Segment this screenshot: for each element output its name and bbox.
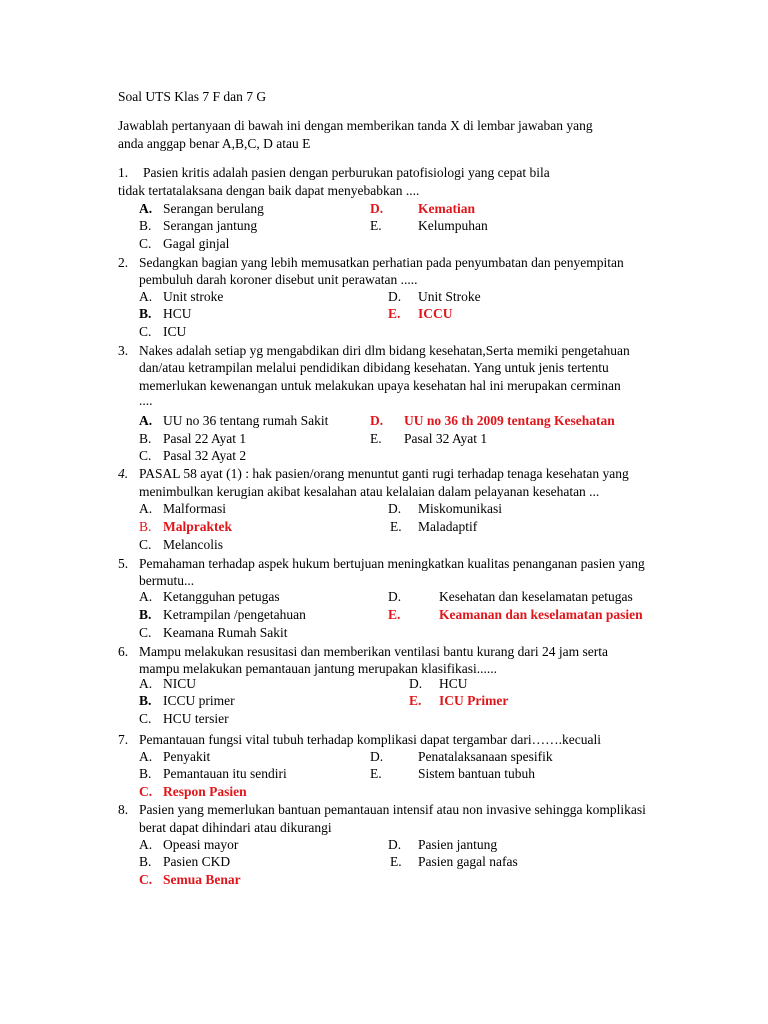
q5-option-text: Keamana Rumah Sakit	[163, 625, 288, 640]
q8-option-text: Pasien gagal nafas	[418, 854, 518, 869]
q4-option-text: Malformasi	[163, 501, 226, 516]
q3-correct-answer: UU no 36 th 2009 tentang Kesehatan	[404, 413, 615, 428]
q2-option-text: ICU	[163, 324, 187, 339]
q6-option-text: HCU tersier	[163, 711, 229, 726]
page-title: Soal UTS Klas 7 F dan 7 G	[118, 89, 267, 104]
q3-option-letter: D.	[370, 413, 384, 428]
q1-option-text: Gagal ginjal	[163, 236, 230, 251]
question-3-text: ....	[139, 393, 153, 408]
q8-option-letter: D.	[388, 837, 402, 852]
q6-correct-answer: ICU Primer	[439, 693, 509, 708]
q1-option-text: Serangan jantung	[163, 218, 258, 233]
q7-option-text: Pemantauan itu sendiri	[163, 766, 287, 781]
q2-option-letter: B.	[139, 306, 152, 321]
q8-correct-answer: Semua Benar	[163, 872, 241, 887]
q2-option-letter: E.	[388, 306, 401, 321]
q1-option-text: Kelumpuhan	[418, 218, 488, 233]
question-3-text: dan/atau ketrampilan melalui pendidikan dibidang kesehatan. Yang untuk jenis tertentu	[139, 360, 609, 375]
q3-option-text: Pasal 32 Ayat 1	[404, 431, 488, 446]
question-4-text: menimbulkan kerugian akibat kesalahan atau kelalaian dalam pelayanan kesehatan ...	[139, 484, 600, 499]
instruction-line-2: anda anggap benar A,B,C, D atau E	[118, 136, 311, 151]
q7-option-letter: A.	[139, 749, 153, 764]
question-5-text: bermutu...	[139, 573, 195, 588]
q3-option-text: UU no 36 tentang rumah Sakit	[163, 413, 329, 428]
question-3-text: Nakes adalah setiap yg mengabdikan diri dlm bidang kesehatan,Serta memiki pengetahuan	[139, 343, 630, 358]
q5-option-letter: A.	[139, 589, 153, 604]
question-5-text: Pemahaman terhadap aspek hukum bertujuan meningkatkan kualitas penanganan pasien yang	[139, 556, 645, 571]
q4-option-letter: B.	[139, 519, 152, 534]
q5-option-text: Ketrampilan /pengetahuan	[163, 607, 306, 622]
q8-option-letter: A.	[139, 837, 153, 852]
q3-option-letter: A.	[139, 413, 153, 428]
question-2-number: 2.	[118, 255, 129, 270]
question-5-number: 5.	[118, 556, 129, 571]
q7-option-text: Penyakit	[163, 749, 211, 764]
question-3-number: 3.	[118, 343, 129, 358]
q8-option-text: Opeasi mayor	[163, 837, 239, 852]
q3-option-letter: E.	[370, 431, 382, 446]
q6-option-text: NICU	[163, 676, 196, 691]
question-4-number: 4.	[118, 466, 129, 481]
question-8-number: 8.	[118, 802, 129, 817]
q6-option-text: ICCU primer	[163, 693, 235, 708]
q7-option-text: Sistem bantuan tubuh	[418, 766, 535, 781]
q7-option-letter: D.	[370, 749, 384, 764]
question-6-number: 6.	[118, 644, 129, 659]
q2-correct-answer: ICCU	[418, 306, 453, 321]
q5-option-letter: E.	[388, 607, 401, 622]
q7-option-letter: B.	[139, 766, 152, 781]
q2-option-text: Unit stroke	[163, 289, 224, 304]
q2-option-letter: C.	[139, 324, 152, 339]
q1-option-letter: D.	[370, 201, 384, 216]
q7-option-letter: C.	[139, 784, 153, 799]
question-2-text: Sedangkan bagian yang lebih memusatkan perhatian pada penyumbatan dan penyempitan	[139, 255, 624, 270]
question-6-text: mampu melakukan pemantauan jantung merupakan klasifikasi......	[139, 661, 498, 676]
question-6-text: Mampu melakukan resusitasi dan memberikan ventilasi bantu kurang dari 24 jam serta	[139, 644, 608, 659]
q4-option-text: Miskomunikasi	[418, 501, 503, 516]
question-3-text: memerlukan kewenangan untuk melakukan upaya kesehatan hal ini merupakan cerminan	[139, 378, 621, 393]
q6-option-letter: A.	[139, 676, 153, 691]
question-4-text: PASAL 58 ayat (1) : hak pasien/orang menuntut ganti rugi terhadap tenaga kesehatan yang	[139, 466, 629, 481]
q8-option-letter: C.	[139, 872, 153, 887]
q2-option-letter: D.	[388, 289, 402, 304]
q7-correct-answer: Respon Pasien	[163, 784, 247, 799]
q3-option-letter: C.	[139, 448, 152, 463]
q1-option-letter: B.	[139, 218, 152, 233]
question-7-number: 7.	[118, 732, 129, 747]
question-7-text: Pemantauan fungsi vital tubuh terhadap komplikasi dapat tergambar dari…….kecuali	[139, 732, 601, 747]
q5-option-letter: C.	[139, 625, 152, 640]
q6-option-letter: C.	[139, 711, 152, 726]
question-8-text: Pasien yang memerlukan bantuan pemantauan intensif atau non invasive sehingga komplikasi	[139, 802, 646, 817]
question-8-text: berat dapat dihindari atau dikurangi	[139, 820, 332, 835]
q2-option-text: Unit Stroke	[418, 289, 481, 304]
q5-correct-answer: Keamanan dan keselamatan pasien	[439, 607, 643, 622]
q8-option-letter: B.	[139, 854, 152, 869]
q4-option-letter: C.	[139, 537, 152, 552]
q4-correct-answer: Malpraktek	[163, 519, 232, 534]
q3-option-text: Pasal 32 Ayat 2	[163, 448, 247, 463]
question-1-number: 1.	[118, 165, 129, 180]
q5-option-letter: B.	[139, 607, 152, 622]
q6-option-text: HCU	[439, 676, 468, 691]
q1-correct-answer: Kematian	[418, 201, 475, 216]
q3-option-text: Pasal 22 Ayat 1	[163, 431, 247, 446]
q7-option-letter: E.	[370, 766, 382, 781]
q4-option-text: Maladaptif	[418, 519, 478, 534]
q7-option-text: Penatalaksanaan spesifik	[418, 749, 553, 764]
q4-option-text: Melancolis	[163, 537, 223, 552]
q8-option-letter: E.	[390, 854, 402, 869]
question-1-text: Pasien kritis adalah pasien dengan perburukan patofisiologi yang cepat bila	[143, 165, 550, 180]
q6-option-letter: B.	[139, 693, 152, 708]
q8-option-text: Pasien jantung	[418, 837, 498, 852]
q4-option-letter: A.	[139, 501, 153, 516]
q1-option-letter: C.	[139, 236, 152, 251]
q5-option-text: Ketangguhan petugas	[163, 589, 280, 604]
q2-option-letter: A.	[139, 289, 153, 304]
q5-option-letter: D.	[388, 589, 402, 604]
instruction-line-1: Jawablah pertanyaan di bawah ini dengan memberikan tanda X di lembar jawaban yang	[118, 118, 593, 133]
q6-option-letter: D.	[409, 676, 423, 691]
q6-option-letter: E.	[409, 693, 422, 708]
q1-option-letter: E.	[370, 218, 382, 233]
q3-option-letter: B.	[139, 431, 152, 446]
q1-option-letter: A.	[139, 201, 153, 216]
q1-option-text: Serangan berulang	[163, 201, 264, 216]
q4-option-letter: D.	[388, 501, 402, 516]
q4-option-letter: E.	[390, 519, 402, 534]
question-1-text: tidak tertatalaksana dengan baik dapat menyebabkan ....	[118, 183, 420, 198]
q8-option-text: Pasien CKD	[163, 854, 231, 869]
q5-option-text: Kesehatan dan keselamatan petugas	[439, 589, 633, 604]
question-2-text: pembuluh darah koroner disebut unit perawatan .....	[139, 272, 418, 287]
q2-option-text: HCU	[163, 306, 192, 321]
